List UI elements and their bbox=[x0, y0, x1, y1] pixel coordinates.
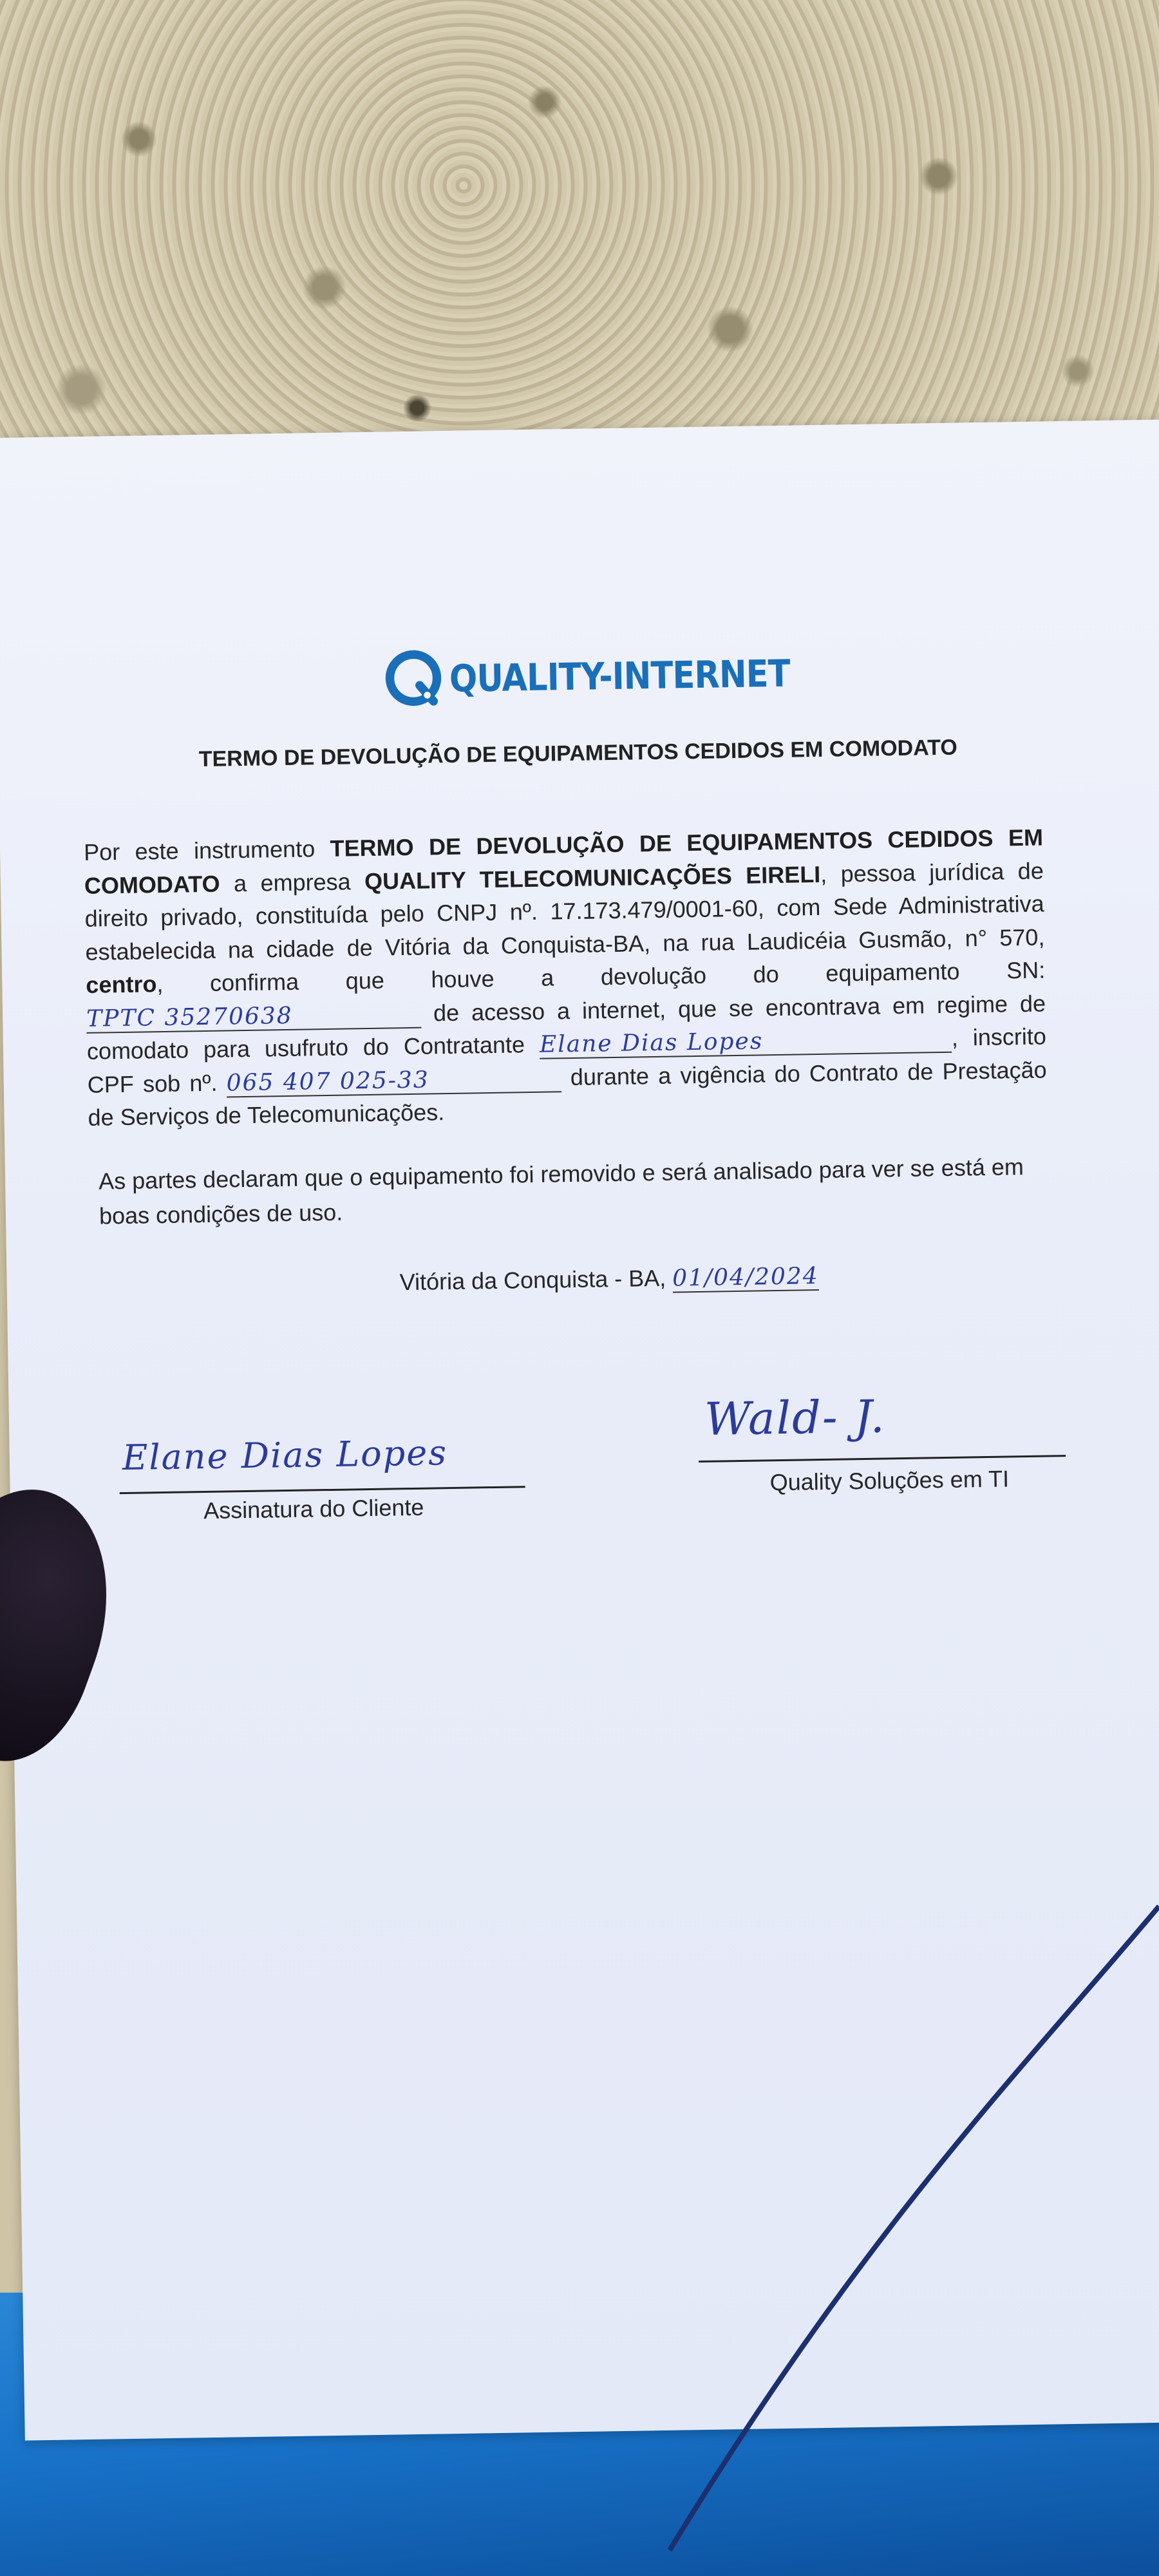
body-text-5: de acesso a internet, que se encontrava em regime de comodato para usufruto do Contratante bbox=[86, 989, 1046, 1065]
quality-logo-icon bbox=[383, 648, 446, 710]
stucco-wall-background bbox=[0, 0, 1159, 464]
body-text-6: , inscrito CPF sob nº. bbox=[87, 1023, 1047, 1098]
client-signature: Elane Dias Lopes bbox=[122, 1432, 448, 1479]
company-signature: Wald- J. bbox=[704, 1390, 887, 1446]
company-signature-line bbox=[699, 1455, 1066, 1463]
document-title: TERMO DE DEVOLUÇÃO DE EQUIPAMENTOS CEDIDOS EM COMODATO bbox=[198, 735, 958, 772]
body-text-2: a empresa bbox=[220, 867, 365, 897]
body-text-4: , confirma que houve a devolução do equipamento SN: bbox=[156, 956, 1046, 998]
cpf-field: 065 407 025-33 bbox=[226, 1065, 561, 1097]
declaration-paragraph: As partes declaram que o equipamento foi removido e será analisado para ver se está em boas condições de uso. bbox=[98, 1153, 1024, 1229]
date-place: Vitória da Conquista - BA, bbox=[399, 1264, 673, 1296]
client-name-field: Elane Dias Lopes bbox=[540, 1026, 952, 1059]
company-logo bbox=[383, 637, 837, 715]
document-sheet bbox=[0, 419, 1159, 2440]
body-text-3: , pessoa jurídica de direito privado, constituída pelo CNPJ nº. 17.173.479/0001-60, com Sede Administrativa estabelecida na cidade de Vitória da Conquista-BA, na rua Laudicéia Gusmão, n° 570, bbox=[84, 857, 1045, 965]
body-bold-3: centro bbox=[86, 971, 157, 998]
client-signature-line bbox=[120, 1486, 525, 1494]
body-text-7: durante a vigência do Contrato de Prestação de Serviços de Telecomunicações. bbox=[88, 1056, 1047, 1131]
company-signature-label: Quality Soluções em TI bbox=[769, 1465, 1010, 1496]
date-value: 01/04/2024 bbox=[672, 1263, 819, 1292]
body-paragraph bbox=[84, 820, 1048, 1134]
serial-number-field: TPTC 35270638 bbox=[86, 1001, 422, 1033]
client-signature-label: Assinatura do Cliente bbox=[203, 1493, 424, 1524]
body-text-1: Por este instrumento bbox=[83, 835, 330, 866]
logo-text: QUALITY-INTERNET bbox=[449, 651, 791, 701]
body-bold-2: QUALITY TELECOMUNICAÇÕES EIRELI bbox=[364, 860, 821, 895]
date-line bbox=[399, 1262, 819, 1296]
body-bold-1: TERMO DE DEVOLUÇÃO DE EQUIPAMENTOS CEDIDOS EM COMODATO bbox=[84, 824, 1044, 899]
